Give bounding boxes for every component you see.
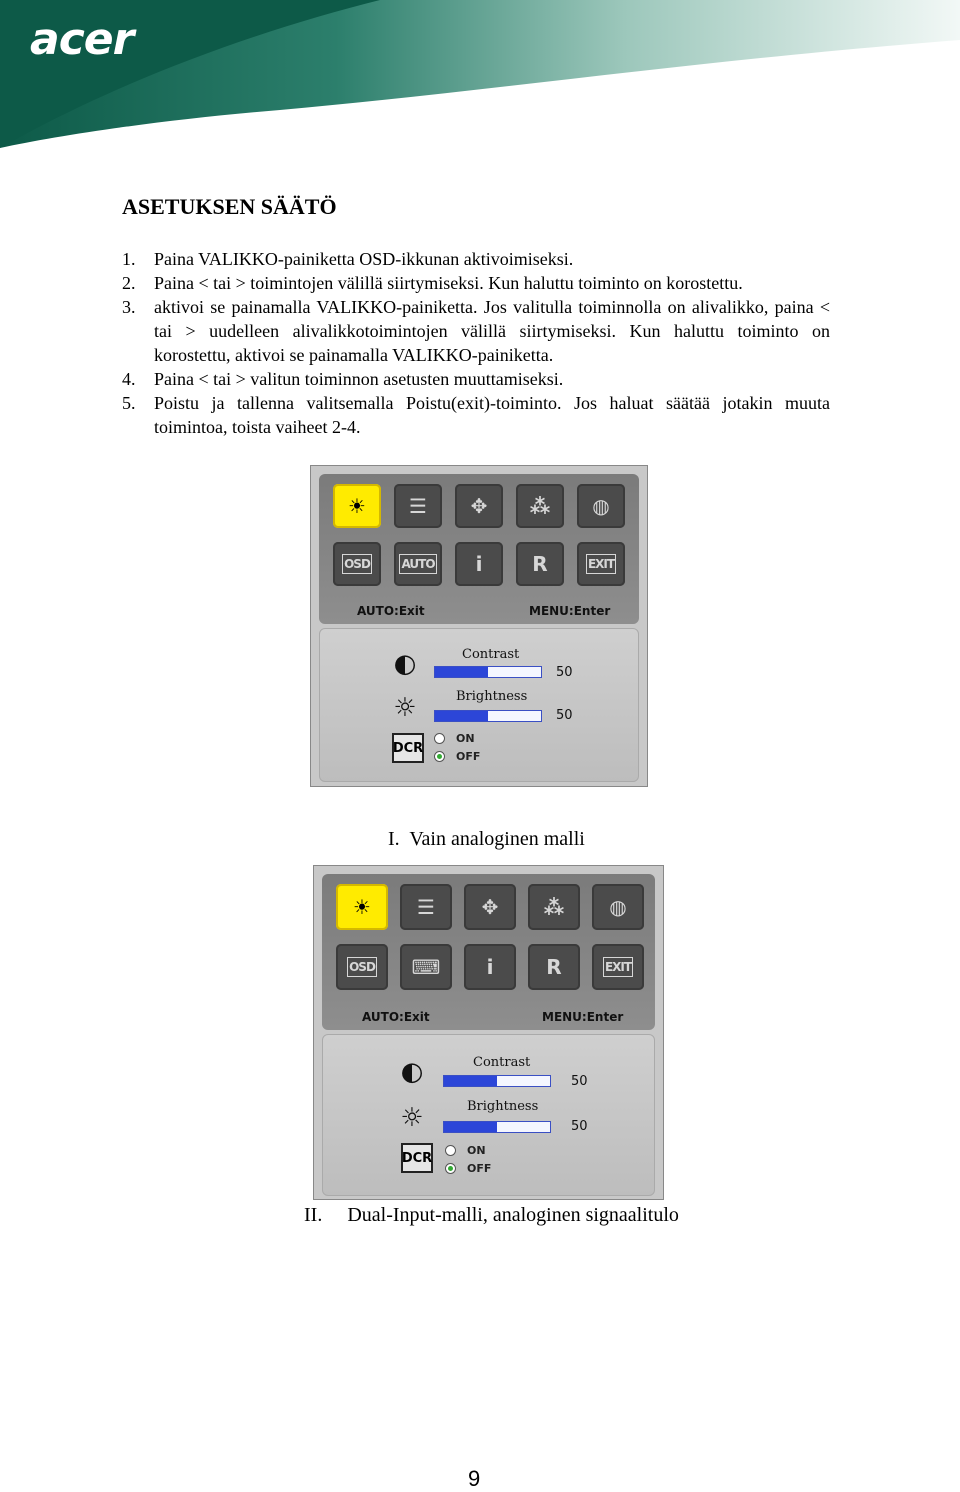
brightness-value: 50 — [571, 1119, 588, 1134]
contrast-icon: ◐ — [400, 1057, 424, 1087]
exit-icon[interactable]: EXIT — [592, 944, 644, 990]
brightness-label: Brightness — [456, 689, 528, 704]
osd-settings-icon[interactable]: OSD — [336, 944, 388, 990]
dcr-on-label: ON — [456, 732, 475, 745]
contrast-icon: ◐ — [393, 649, 417, 679]
dcr-off-label: OFF — [467, 1162, 492, 1175]
contrast-slider[interactable] — [443, 1075, 551, 1087]
language-icon[interactable]: ◍ — [577, 484, 625, 528]
color-icon[interactable]: ⁂ — [528, 884, 580, 930]
brightness-icon[interactable]: ☀ — [333, 484, 381, 528]
step-item: 2. Paina < tai > toimintojen välillä siirtymiseksi. Kun haluttu toiminto on korostettu. — [122, 273, 743, 293]
caption-analog: I. Vain analoginen malli — [388, 828, 585, 850]
dcr-on-radio[interactable] — [434, 733, 445, 744]
brightness-slider[interactable] — [443, 1121, 551, 1133]
dcr-on-radio[interactable] — [445, 1145, 456, 1156]
dcr-off-radio[interactable] — [434, 751, 445, 762]
page-header — [0, 0, 960, 150]
osd-screenshot-dual-input — [313, 865, 664, 1200]
step-item: 5. Poistu ja tallenna valitsemalla Poistu(exit)-toiminto. Jos haluat säätää jotakin muuta toimintoa, toista vaiheet 2-4. — [122, 393, 830, 437]
dcr-off-label: OFF — [456, 750, 481, 763]
information-icon[interactable]: i — [464, 944, 516, 990]
osd-submenu-panel — [322, 1034, 655, 1196]
dcr-icon: DCR — [392, 733, 424, 763]
information-icon[interactable]: i — [455, 542, 503, 586]
brightness-value: 50 — [556, 708, 573, 723]
brightness-label: Brightness — [467, 1099, 539, 1114]
brightness-fill — [444, 1122, 497, 1132]
step-item: 4. Paina < tai > valitun toiminnon asetusten muuttamiseksi. — [122, 369, 564, 389]
brightness-fill — [435, 711, 488, 721]
contrast-slider[interactable] — [434, 666, 542, 678]
dcr-off-radio[interactable] — [445, 1163, 456, 1174]
steps-list — [122, 247, 830, 439]
contrast-value: 50 — [556, 665, 573, 680]
step-item: 1. Paina VALIKKO-painiketta OSD-ikkunan aktivoimiseksi. — [122, 249, 574, 269]
auto-exit-hint: AUTO:Exit — [362, 1010, 430, 1024]
contrast-value: 50 — [571, 1074, 588, 1089]
language-icon[interactable]: ◍ — [592, 884, 644, 930]
brightness-sun-icon: ☼ — [393, 693, 417, 723]
menu-list-icon[interactable]: ☰ — [400, 884, 452, 930]
input-icon[interactable]: ⌨ — [400, 944, 452, 990]
brightness-slider[interactable] — [434, 710, 542, 722]
contrast-label: Contrast — [473, 1055, 531, 1070]
contrast-label: Contrast — [462, 647, 520, 662]
menu-enter-hint: MENU:Enter — [542, 1010, 624, 1024]
auto-adjust-icon[interactable]: AUTO — [394, 542, 442, 586]
position-icon[interactable]: ✥ — [455, 484, 503, 528]
position-icon[interactable]: ✥ — [464, 884, 516, 930]
dcr-icon: DCR — [401, 1143, 433, 1173]
auto-exit-hint: AUTO:Exit — [357, 604, 425, 618]
osd-main-menu — [319, 474, 639, 624]
brightness-icon[interactable]: ☀ — [336, 884, 388, 930]
reset-icon[interactable]: R — [516, 542, 564, 586]
menu-list-icon[interactable]: ☰ — [394, 484, 442, 528]
dcr-on-label: ON — [467, 1144, 486, 1157]
acer-logo: acer — [30, 14, 134, 65]
color-icon[interactable]: ⁂ — [516, 484, 564, 528]
osd-screenshot-analog — [310, 465, 648, 787]
step-item: 3. aktivoi se painamalla VALIKKO-painiketta. Jos valitulla toiminnolla on alivalikko, paina < tai > uudelleen alivalikkotoimintojen välillä siirtymiseksi. Kun haluttu toiminto on korostettu, aktivoi se painamalla VALIKKO-painiketta. — [122, 297, 830, 365]
reset-icon[interactable]: R — [528, 944, 580, 990]
menu-enter-hint: MENU:Enter — [529, 604, 611, 618]
brightness-sun-icon: ☼ — [400, 1103, 424, 1133]
osd-submenu-panel — [319, 628, 639, 782]
osd-settings-icon[interactable]: OSD — [333, 542, 381, 586]
caption-dual-input: II. Dual-Input-malli, analoginen signaalitulo — [304, 1204, 679, 1226]
page-number: 9 — [468, 1466, 481, 1491]
section-title: ASETUKSEN SÄÄTÖ — [122, 194, 337, 219]
contrast-fill — [444, 1076, 497, 1086]
exit-icon[interactable]: EXIT — [577, 542, 625, 586]
header-banner — [0, 0, 960, 150]
contrast-fill — [435, 667, 488, 677]
osd-main-menu — [322, 874, 655, 1030]
